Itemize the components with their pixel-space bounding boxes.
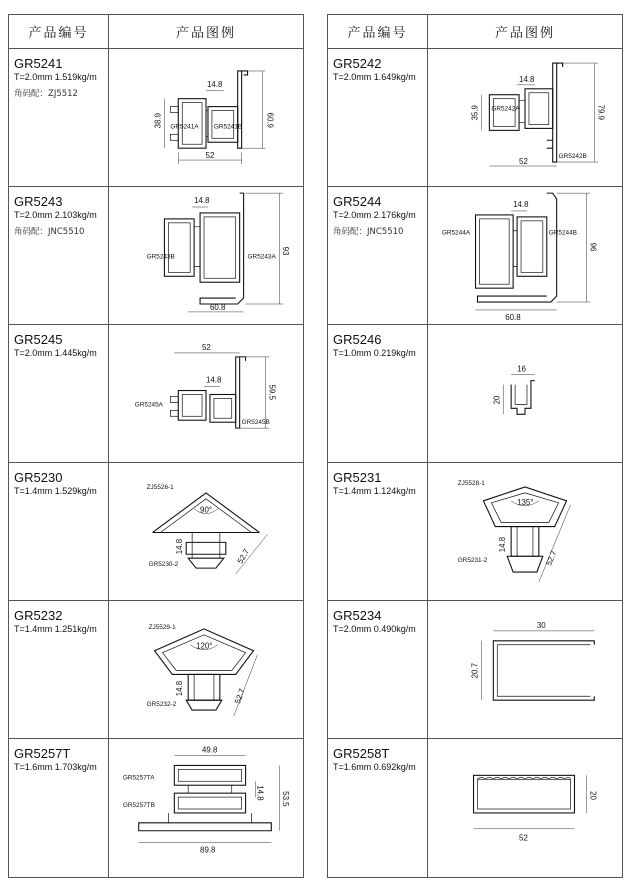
profile-drawing-gr5241 [109,49,303,186]
product-info [9,49,109,186]
profile-shape [474,775,575,813]
product-row-gr5234 [328,601,622,739]
product-code: GR5231 [333,470,382,485]
product-row-gr5231 [328,463,622,601]
product-spec: T=1.4mm 1.529kg/m [14,486,97,496]
part-label-b: GR5232-2 [146,701,177,709]
profile-shape [170,357,245,428]
part-label-a: ZJ5529-1 [148,623,176,631]
product-row-gr5246 [328,325,622,463]
part-label-b: GR5242B [558,153,587,161]
dim-width: 16 [517,364,526,374]
dim-gap: 14.8 [206,375,222,385]
figure-column-header: 产品图例 [175,26,236,41]
product-code: GR5241 [14,56,63,71]
profile-drawing-gr5242 [428,49,622,186]
product-row-gr5258t [328,739,622,877]
table-header [9,15,303,49]
dim-height: 52.7 [235,547,252,566]
product-code: GR5232 [14,608,63,623]
product-code: GR5242 [333,56,382,71]
profile-drawing-gr5231 [428,463,622,600]
profile-drawing-gr5258t [428,739,622,877]
code-column-header: 产品编号 [328,15,428,48]
figure-column-header: 产品图例 [494,26,555,41]
product-info [328,739,428,877]
product-info [328,49,428,186]
dim-height: 52.7 [233,687,247,705]
corner-connector: 角码配：JNC5510 [14,227,85,237]
dim-gap: 14.8 [255,785,265,801]
product-code: GR5245 [14,332,63,347]
product-info [328,463,428,600]
product-row-gr5245 [9,325,303,463]
dim-height: 79.9 [596,104,606,121]
product-row-gr5232 [9,601,303,739]
part-label-b: GR5243B [146,253,175,261]
part-label-a: GR5244A [441,229,471,237]
table-header [328,15,622,49]
product-table-left [8,14,304,878]
product-info [9,739,109,877]
profile-drawing-gr5244 [428,187,622,324]
product-spec: T=2.0mm 1.445kg/m [14,348,97,358]
product-spec: T=1.6mm 0.692kg/m [333,762,416,772]
profile-drawing-gr5243 [109,187,303,324]
angle-label: 135° [517,497,534,507]
dim-height: 20.7 [470,663,480,679]
product-info [9,601,109,738]
profile-shape [476,193,557,302]
part-label-b: GR5241B [213,123,243,131]
dim-height: 52.7 [544,549,559,567]
part-label-b: GR5257TB [122,802,155,810]
corner-connector: 角码配：ZJ5512 [14,89,78,99]
profile-drawing-gr5245 [109,325,303,462]
profile-drawing-gr5257t [109,739,303,877]
profile-shape [139,765,272,830]
part-label-a: GR5245A [134,401,163,409]
profile-shape [164,193,243,304]
part-label-a: GR5241A [170,123,199,131]
dim-width: 60.8 [505,312,521,322]
dim-height: 60.9 [265,112,275,128]
product-info [328,325,428,462]
dim-width: 52 [519,157,528,167]
product-spec: T=1.4mm 1.251kg/m [14,624,97,634]
dim-gap: 14.8 [513,200,529,209]
dim-width: 60.8 [209,302,226,312]
dim-gap: 14.8 [175,680,185,697]
product-code: GR5258T [333,746,390,761]
dim-width: 52 [202,342,211,352]
part-label-b: GR5244B [548,229,577,237]
dim-width: 52 [519,833,528,843]
dim-height: 96 [588,242,598,252]
product-info [328,187,428,324]
product-code: GR5243 [14,194,63,209]
product-spec: T=2.0mm 0.490kg/m [333,624,416,634]
product-info [9,325,109,462]
part-label-b: GR5245B [241,419,270,427]
profile-drawing-gr5246 [428,325,622,462]
angle-label: 120° [196,641,213,651]
profile-shape [511,381,535,415]
product-info [9,187,109,324]
dim-height: 20 [492,395,502,405]
profile-shape [493,641,594,700]
product-spec: T=1.6mm 1.703kg/m [14,762,97,772]
code-column-header: 产品编号 [9,15,109,48]
profile-drawing-gr5232 [109,601,303,738]
profile-drawing-gr5230 [109,463,303,600]
profile-drawing-gr5234 [428,601,622,738]
dim-height: 59.5 [267,384,277,400]
part-label-b: GR5231-2 [457,557,488,565]
part-label-a: GR5242A [491,105,520,113]
dim-height: 20 [588,791,598,800]
dim-gap: 14.8 [498,536,508,553]
dim-gap: 14.8 [194,196,210,206]
product-info [328,601,428,738]
product-row-gr5257t [9,739,303,877]
product-info [9,463,109,600]
dim-width: 30 [536,620,546,630]
product-code: GR5234 [333,608,382,623]
dim-gap: 14.8 [519,74,535,84]
part-label-b: GR5230-2 [148,561,179,569]
angle-label: 90° [200,505,213,515]
dim-height: 93 [281,246,291,256]
product-spec: T=1.0mm 0.219kg/m [333,348,416,358]
corner-connector: 角码配：JNC5510 [333,227,404,237]
product-code: GR5246 [333,332,382,347]
product-spec: T=2.0mm 2.176kg/m [333,210,416,220]
product-code: GR5230 [14,470,63,485]
dim-width-2: 89.8 [200,845,216,855]
product-spec: T=1.4mm 1.124kg/m [333,486,416,496]
dim-width: 49.8 [202,745,218,755]
dim-height-2: 35.9 [470,105,480,121]
part-label-a: GR5243A [247,253,276,261]
dim-height: 53.5 [281,791,291,807]
product-row-gr5244 [328,187,622,325]
part-label-a: GR5257TA [122,774,155,782]
product-code: GR5257T [14,746,71,761]
part-label-a: ZJ5528-1 [457,479,485,487]
dim-gap: 14.8 [175,538,185,555]
part-label-a: ZJ5526-1 [146,483,174,491]
dim-gap: 14.8 [206,79,223,89]
dim-height-2: 38.9 [153,112,163,129]
product-row-gr5230 [9,463,303,601]
product-row-gr5243 [9,187,303,325]
product-spec: T=2.0mm 1.649kg/m [333,72,416,82]
product-row-gr5242 [328,49,622,187]
dim-width: 52 [205,151,215,161]
product-row-gr5241 [9,49,303,187]
product-spec: T=2.0mm 1.519kg/m [14,72,97,82]
product-code: GR5244 [333,194,382,209]
product-spec: T=2.0mm 2.103kg/m [14,210,97,220]
product-table-right [327,14,623,878]
